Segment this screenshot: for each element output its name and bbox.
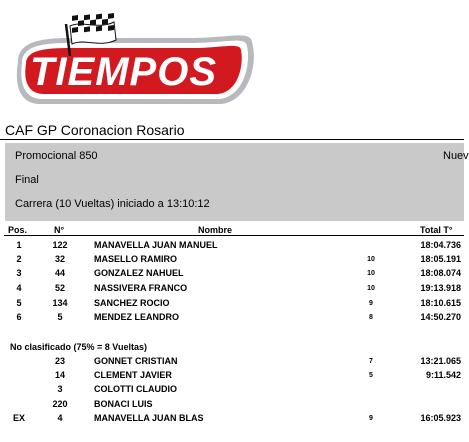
cell-time: 9:11.542 xyxy=(425,370,461,380)
cell-num: 32 xyxy=(54,254,65,264)
session-race-info: Carrera (10 Vueltas) iniciado a 13:10:12 xyxy=(15,198,210,210)
cell-laps: 5 xyxy=(369,372,373,379)
cell-num: 52 xyxy=(54,283,65,293)
cell-name: MASELLO RAMIRO xyxy=(94,254,177,264)
session-category-right: Nuev xyxy=(443,150,469,162)
table-row xyxy=(0,268,464,282)
table-row xyxy=(0,312,464,326)
cell-name: NASSIVERA FRANCO xyxy=(94,283,188,293)
cell-num: 3 xyxy=(57,384,63,394)
cell-name: MENDEZ LEANDRO xyxy=(94,312,179,322)
cell-time: 18:04.736 xyxy=(420,240,461,250)
cell-time: 18:10.615 xyxy=(420,298,461,308)
session-category: Promocional 850 xyxy=(15,150,98,162)
table-row xyxy=(0,283,464,297)
cell-name: MANAVELLA JUAN MANUEL xyxy=(94,240,218,250)
cell-name: GONZALEZ NAHUEL xyxy=(94,268,184,278)
header-pos: Pos. xyxy=(8,225,28,235)
cell-name: MANAVELLA JUAN BLAS xyxy=(94,413,204,423)
cell-laps: 8 xyxy=(369,314,373,321)
header-name: Nombre xyxy=(198,225,233,235)
cell-num: 5 xyxy=(57,312,63,322)
table-row xyxy=(0,254,464,268)
cell-pos: 1 xyxy=(16,240,22,250)
table-row xyxy=(0,384,464,398)
header-num: N° xyxy=(54,225,65,235)
cell-time: 14:50.270 xyxy=(420,312,461,322)
header-divider xyxy=(4,235,464,236)
title-divider xyxy=(0,139,464,140)
cell-time: 16:05.923 xyxy=(420,413,461,423)
cell-num: 220 xyxy=(52,399,68,409)
cell-num: 134 xyxy=(52,298,68,308)
table-row xyxy=(0,240,464,254)
cell-pos: 6 xyxy=(16,312,22,322)
cell-pos: 3 xyxy=(16,268,22,278)
cell-name: CLEMENT JAVIER xyxy=(94,370,172,380)
cell-name: COLOTTI CLAUDIO xyxy=(94,384,177,394)
cell-name: BONACI LUIS xyxy=(94,399,153,409)
cell-time: 18:05.191 xyxy=(420,254,461,264)
cell-pos: 5 xyxy=(16,298,22,308)
tiempos-logo xyxy=(0,0,270,112)
cell-laps: 9 xyxy=(369,415,373,422)
table-row xyxy=(0,413,464,427)
cell-laps: 10 xyxy=(367,270,375,277)
cell-laps: 9 xyxy=(369,300,373,307)
cell-time: 19:13.918 xyxy=(420,283,461,293)
cell-name: GONNET CRISTIAN xyxy=(94,356,178,366)
event-title: CAF GP Coronacion Rosario xyxy=(5,122,185,138)
cell-pos: EX xyxy=(12,413,25,423)
table-row xyxy=(0,356,464,370)
table-row xyxy=(0,399,464,413)
table-row xyxy=(0,370,464,384)
cell-laps: 7 xyxy=(369,358,373,365)
table-row xyxy=(0,298,464,312)
cell-num: 23 xyxy=(54,356,65,366)
cell-num: 44 xyxy=(54,268,65,278)
header-total-time: Total T° xyxy=(420,225,453,235)
cell-num: 14 xyxy=(54,370,65,380)
cell-time: 18:08.074 xyxy=(420,268,461,278)
cell-time: 13:21.065 xyxy=(420,356,461,366)
cell-pos: 2 xyxy=(16,254,22,264)
logo-wordmark: TIEMPOS xyxy=(30,50,218,94)
cell-num: 4 xyxy=(57,413,63,423)
not-classified-title: No clasificado (75% = 8 Vueltas) xyxy=(10,342,147,352)
cell-laps: 10 xyxy=(367,256,375,263)
cell-num: 122 xyxy=(52,240,68,250)
session-round: Final xyxy=(15,174,39,186)
cell-pos: 4 xyxy=(16,283,22,293)
cell-name: SANCHEZ ROCIO xyxy=(94,298,170,308)
cell-laps: 10 xyxy=(367,285,375,292)
